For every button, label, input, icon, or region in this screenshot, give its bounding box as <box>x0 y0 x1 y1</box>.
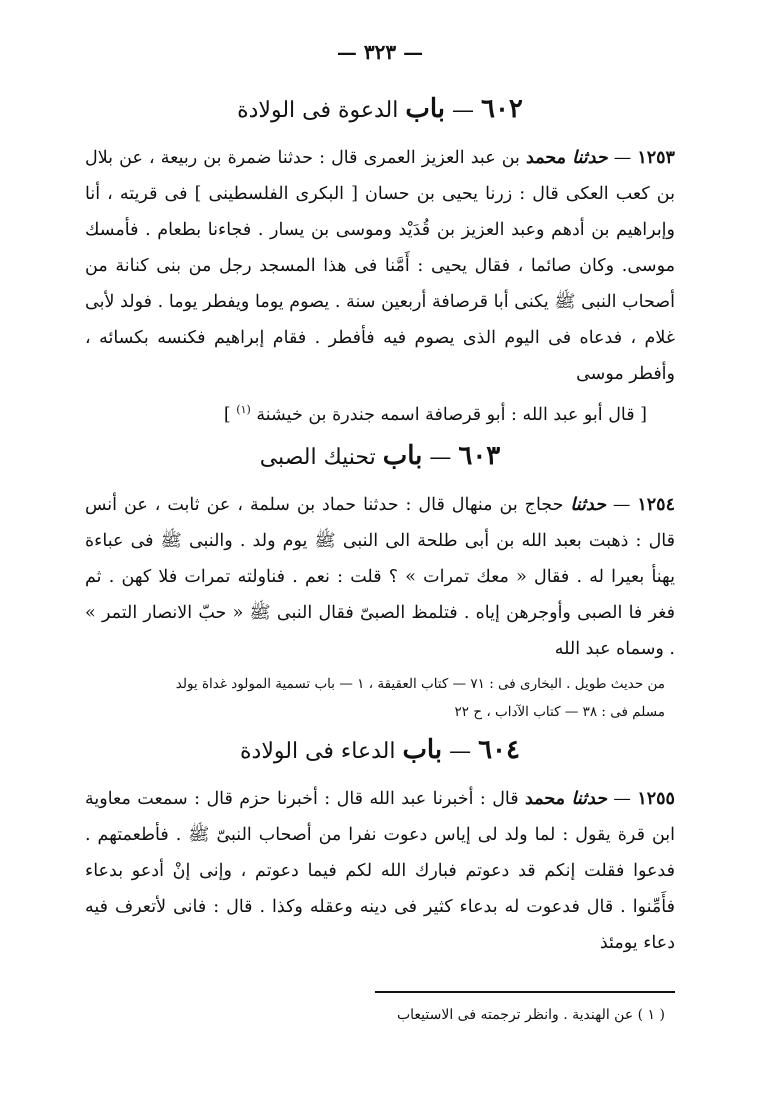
opening-name: محمد <box>525 788 566 809</box>
chapter-number: ٦٠٤ <box>478 734 520 765</box>
haddathana-word: حدثنا <box>571 788 607 809</box>
footnote-divider <box>375 991 675 993</box>
footnote: ( ١ ) عن الهندية . وانظر ترجمته فى الاستيعاب <box>396 1006 665 1023</box>
chapter-heading-604 <box>85 733 675 769</box>
hadith-text: حجاج بن منهال قال : حدثنا حماد بن سلمة ، عن ثابت ، عن أنس قال : ذهبت بعبد الله بن أبى طلحة الى النبى ﷺ يوم ولد . والنبى ﷺ فى عباءة يهنأ بعيرا له . فقال « معك تمرات » ؟ قلت : نعم . فناولته تمرات فلا كهن . ثم فغر فا الصبى وأوجرهن إياه . فتلمظ الصبىّ فقال النبى ﷺ « حبّ الانصار التمر » . وسماه عبد الله <box>85 494 675 659</box>
chapter-separator: — <box>449 738 472 764</box>
opening-name: محمد <box>526 148 567 168</box>
chapter-word: باب <box>382 440 423 471</box>
note-text: [ قال أبو عبد الله : أبو قرصافة اسمه جندرة بن خيشنة <box>256 404 647 425</box>
hadith-1253: ١٢٥٣ — حدثنا محمد بن عبد العزيز العمرى قال : حدثنا ضمرة بن ربيعة ، عن بلال بن كعب العكى قال : زرنا يحيى بن حسان [ البكرى الفلسطينى ] فى قريته ، أنا وإبراهيم بن أدهم وعبد العزيز بن قُدَيْد وموسى بن يسار . فجاءنا بطعام . فأمسك موسى. وكان صائما ، فقال يحيى : أَمَّنا فى هذا المسجد رجل من بنى كنانة من أصحاب النبى ﷺ يكنى أبا قرصافة أربعين سنة . يصوم يوما ويفطر يوما . فولد لأبى غلام ، فدعاه فى اليوم الذى يصوم فيه فأفطر . فقام إبراهيم فكنسه بكسائه ، وأفطر موسى <box>85 148 675 384</box>
hadith-1255: ١٢٥٥ — حدثنا محمد قال : أخبرنا عبد الله قال : أخبرنا حزم قال : سمعت معاوية ابن قرة يقول : لما ولد لى إياس دعوت نفرا من أصحاب النبىّ ﷺ . فأطعمتهم . فدعوا فقلت إنكم قد دعوتم فبارك الله لكم فيما دعوتم ، وإنى إنْ أدعو بدعاء فأَمِّنوا . قال فدعوت له بدعاء كثير فى دينه وعقله وكذا . قال : فانى لأتعرف فيه دعاء يومئذ <box>85 788 675 953</box>
note-close: ] <box>223 404 231 425</box>
hadith-number: ١٢٥٣ <box>637 148 675 168</box>
chapter-separator: — <box>429 444 452 470</box>
page-number: — ٣٢٣ — <box>336 40 424 64</box>
chapter-heading-603 <box>85 439 675 475</box>
book-page <box>85 30 675 1027</box>
chapter-number: ٦٠٣ <box>458 440 501 471</box>
chapter-word: باب <box>405 94 445 124</box>
chapter-number: ٦٠٢ <box>481 94 523 124</box>
hadith-text: بن عبد العزيز العمرى قال : حدثنا ضمرة بن ربيعة ، عن بلال بن كعب العكى قال : زرنا يحيى بن حسان [ البكرى الفلسطينى ] فى قريته ، أنا وإبراهيم بن أدهم وعبد العزيز بن قُدَيْد وموسى بن يسار . فجاءنا بطعام . فأمسك موسى. وكان صائما ، فقال يحيى : أَمَّنا فى هذا المسجد رجل من بنى كنانة من أصحاب النبى ﷺ يكنى أبا قرصافة أربعين سنة . يصوم يوما ويفطر يوما . فولد لأبى غلام ، فدعاه فى اليوم الذى يصوم فيه فأفطر . فقام إبراهيم فكنسه بكسائه ، وأفطر موسى <box>85 148 675 384</box>
chapter-word: باب <box>402 734 443 765</box>
source-reference-1: من حديث طويل . البخارى فى : ٧١ — كتاب العقيقة ، ١ — باب تسمية المولود غداة يولد <box>175 675 665 692</box>
chapter-separator: — <box>452 98 474 123</box>
editor-note <box>85 392 675 433</box>
chapter-title: تحنيك الصبى <box>259 444 376 470</box>
haddathana-word: حدثنا <box>572 148 608 168</box>
hadith-text: قال : أخبرنا عبد الله قال : أخبرنا حزم قال : سمعت معاوية ابن قرة يقول : لما ولد لى إياس دعوت نفرا من أصحاب النبىّ ﷺ . فأطعمتهم . فدعوا فقلت إنكم قد دعوتم فبارك الله لكم فيما دعوتم ، وإنى إنْ أدعو بدعاء فأَمِّنوا . قال فدعوت له بدعاء كثير فى دينه وعقله وكذا . قال : فانى لأتعرف فيه دعاء يومئذ <box>85 788 675 953</box>
hadith-number: ١٢٥٤ <box>637 494 675 515</box>
chapter-heading-602 <box>85 92 675 128</box>
source-reference-2: مسلم فى : ٣٨ — كتاب الآداب ، ح ٢٢ <box>454 703 665 720</box>
haddathana-word: حدثنا <box>570 494 606 515</box>
footnote-ref: (١) <box>236 403 251 416</box>
hadith-1254: ١٢٥٤ — حدثنا حجاج بن منهال قال : حدثنا حماد بن سلمة ، عن ثابت ، عن أنس قال : ذهبت بعبد الله بن أبى طلحة الى النبى ﷺ يوم ولد . والنبى ﷺ فى عباءة يهنأ بعيرا له . فقال « معك تمرات » ؟ قلت : نعم . فناولته تمرات فلا كهن . ثم فغر فا الصبى وأوجرهن إياه . فتلمظ الصبىّ فقال النبى ﷺ « حبّ الانصار التمر » . وسماه عبد الله <box>85 494 675 659</box>
hadith-number: ١٢٥٥ <box>637 788 675 809</box>
chapter-title: الدعوة فى الولادة <box>237 98 399 123</box>
chapter-title: الدعاء فى الولادة <box>240 738 396 764</box>
